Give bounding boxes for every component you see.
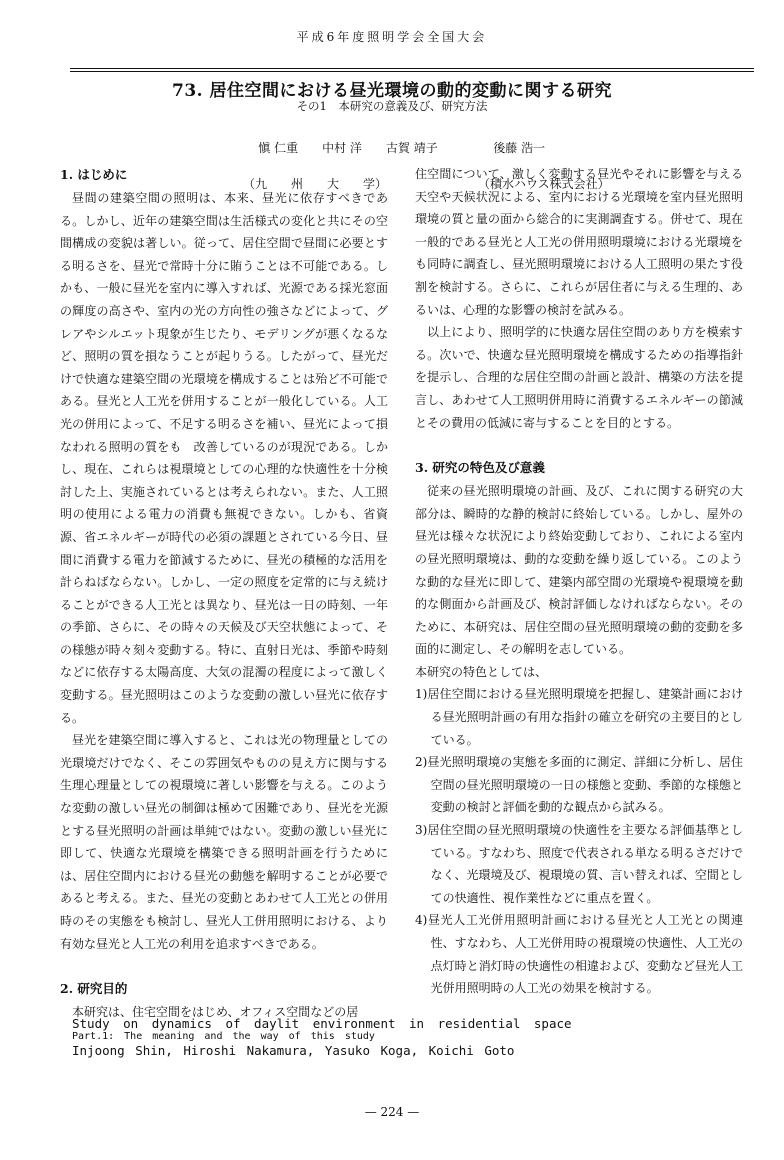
features-list-item: 3)居住空間の昼光照明環境の快適性を主要なる評価基準としている。すなわち、照度で代表される単なる明るさだけでなく、光環境及び、視環境の質、言い替えれば、空間としての快適性、視作業性などに重点を置く。 [415, 823, 743, 905]
spacer [415, 434, 743, 456]
features-list-intro: 本研究の特色としては、 [415, 664, 548, 679]
intro-paragraph-1: 昼間の建築空間の照明は、本来、昼光に依存すべきである。しかし、近年の建築空間は生活様式の変化と共にその空間構成の変貌は著しい。従って、居住空間で昼間に必要とする明るさを、昼光で常時十分に賄うことは不可能である。しかも、一般に昼光を室内に導入すれば、光源である採光窓面の輝度の高さや、室内の光の方向性の強さなどによって、グレアやシルエット現象が生じたり、モデリングが悪くなるなど、照明の質を損なうことが起りうる。したがって、昼光だけで快適な建築空間の光環境を構成することは殆ど不可能である。昼光と人工光を併用することが一般化している。人工光の併用によって、不足する明るさを補い、昼光によって損なわれる照明の質をも 改善しているのが現況である。しかし、現在、これらは視環境としての心理的な快適性を十分検討した上、実施されているとは考えられない。また、人工照明の使用による電力の消費も無視できない。しかも、省資源、省エネルギーが時代の必須の課題とされている今日、昼間に消費する電力を節減するために、昼光の積極的な活用を計らねばならない。しかし、一定の照度を定常的に与え続けることができる人工光とは異なり、昼光は一日の時刻、一年の季節、さらに、その時々の天候及び天空状態によって、その様態が時々刻々変動する。特に、直射日光は、季節や時刻などに依存する太陽高度、大気の混濁の程度によって激しく変動する。昼光照明はこのような変動の激しい昼光に依存する。 [60, 191, 388, 725]
english-part-title: Part.1: The meaning and the way of this study [72, 1031, 375, 1042]
author-names-sekisui: 後藤 浩一 [493, 141, 546, 155]
header-rule-bottom [70, 71, 754, 72]
intro-paragraph-2: 昼光を建築空間に導入すると、これは光の物理量としての光環境だけでなく、そこの雰囲気やものの見え方に関与する生理心理量としての視環境に著しい影響を与える。このような変動の激しい昼光の制御は極めて困難であり、昼光を光源とする昼光照明の計画は単純ではない。変動の激しい昼光に即して、快適な光環境を構築できる照明計画を行うためには、居住空間内における昼光の動態を解明することが必要であると考える。また、昼光の変動とあわせて人工光との併用時のその実態をも検討し、昼光人工併用照明における、より有効な昼光と人工光の利用を追求すべきである。 [60, 733, 388, 951]
english-abstract-block [72, 1016, 672, 1059]
conference-header: 平成6年度照明学会全国大会 [296, 30, 488, 44]
purpose-paragraph-start: 本研究は、住宅空間をはじめ、オフィス空間などの居 [72, 1005, 359, 1020]
features-list-item: 1)居住空間における昼光照明環境を把握し、建築計画における昼光照明計画の有用な指針の確立を研究の主要目的としている。 [415, 687, 743, 747]
page-number: — 224 — [364, 1105, 420, 1119]
features-list-item: 4)昼光人工光併用照明計画における昼光と人工光との関連性、すなわち、人工光併用時の視環境の快適性、人工光の点灯時と消灯時の快適性の相違および、変動など昼光人工光併用照明時の人工光の効果を検討する。 [415, 913, 743, 996]
features-paragraph-1: 従来の昼光照明環境の計画、及び、これに関する研究の大部分は、瞬時的な静的検討に終始している。しかし、屋外の昼光は様々な状況により終始変動しており、これによる室内の昼光照明環境は、動的な変動を繰り返している。このような動的な昼光に即して、建築内部空間の光環境や視環境を動的な側面から計画及び、検討評価しなければならない。そのために、本研究は、居住空間の昼光照明環境の動的変動を多面的に測定し、その解明を志している。 [415, 484, 743, 657]
paper-subtitle: その1 本研究の意義及び、研究方法 [296, 99, 488, 113]
right-column [415, 163, 743, 1000]
section-heading-features: 3. 研究の特色及び意義 [415, 460, 545, 476]
affiliation-sekisui: （積水ハウス株式会社） [478, 177, 610, 191]
affiliation-kyushu: （九 州 大 学） [243, 177, 388, 191]
header-rule-top [70, 68, 754, 69]
author-names-kyushu: 愼 仁重 中村 洋 古賀 靖子 [258, 141, 438, 155]
section-heading-purpose: 2. 研究目的 [60, 981, 128, 997]
left-column [60, 163, 388, 1024]
paper-title: 73. 居住空間における昼光環境の動的変動に関する研究 [172, 81, 612, 101]
english-authors: Injoong Shin, Hiroshi Nakamura, Yasuko Koga, Koichi Goto [72, 1043, 515, 1058]
english-title: Study on dynamics of daylit environment in residential space [72, 1016, 572, 1031]
features-list-item: 2)昼光照明環境の実態を多面的に測定、詳細に分析し、居住空間の昼光照明環境の一日の様態と変動、季節的な様態と変動の検討と評価を動的な観点から試みる。 [415, 755, 743, 815]
spacer [60, 955, 388, 977]
purpose-paragraph-continued: 住空間について、激しく変動する昼光やそれに影響を与える天空や天候状況による、室内における光環境を室内昼光照明環境の質と量の面から総合的に実測調査する。併せて、現在一般的である昼光と人工光の併用照明環境における光環境をも同時に調査し、昼光照明環境における人工照明の果たす役割を検討する。さらに、これらが居住者に与える生理的、あるいは、心理的な影響の検討を試みる。 [415, 167, 743, 317]
purpose-paragraph-2: 以上により、照明学的に快適な居住空間のあり方を模索する。次いで、快適な昼光照明環境を構成するための指導指針を提示し、合理的な居住空間の計画と設計、構築の方法を提言し、あわせて人工照明併用時に消費するエネルギーの節減とその費用の低減に寄与することを目的とする。 [415, 325, 743, 430]
section-heading-intro: 1. はじめに [60, 167, 128, 182]
